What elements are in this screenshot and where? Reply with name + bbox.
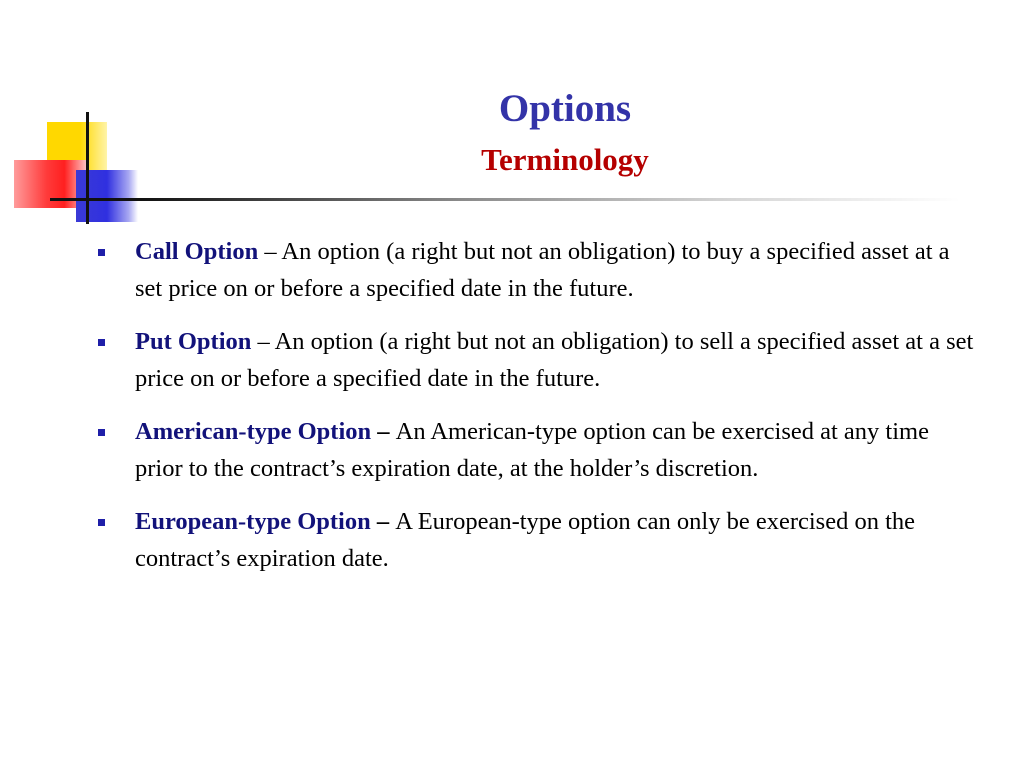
bullet-item-put-option (96, 323, 976, 397)
term-separator: – (371, 418, 396, 445)
term-separator: – (370, 508, 396, 535)
slide-title: Options (498, 87, 632, 130)
square-bullet-icon (98, 429, 105, 436)
term-label: American-type Option (135, 418, 372, 445)
square-bullet-icon (98, 339, 105, 346)
term-separator: – (251, 328, 275, 355)
term-definition: An option (a right but not an obligation) to sell a specified asset at a set price on or before a specified date in the future. (135, 328, 974, 392)
bullet-item-call-option (96, 233, 976, 307)
term-label: European-type Option (135, 508, 371, 535)
term-definition: An American-type option can be exercised at any time prior to the contract’s expiration date, at the holder’s discretion. (135, 418, 929, 482)
bullet-item-european-option (96, 503, 976, 577)
square-bullet-icon (98, 249, 105, 256)
title-divider-rule (50, 198, 960, 201)
term-definition: A European-type option can only be exercised on the contract’s expiration date. (135, 508, 916, 572)
term-label: Put Option (135, 328, 252, 355)
term-definition: An option (a right but not an obligation) to buy a specified asset at a set price on or before a specified date in the future. (135, 238, 950, 302)
term-separator: – (258, 238, 282, 265)
vertical-rule (86, 112, 89, 224)
bullet-item-american-option (96, 413, 976, 487)
slide-subtitle: Terminology (481, 142, 649, 177)
term-label: Call Option (135, 238, 259, 265)
square-bullet-icon (98, 519, 105, 526)
bullet-list (96, 233, 976, 593)
